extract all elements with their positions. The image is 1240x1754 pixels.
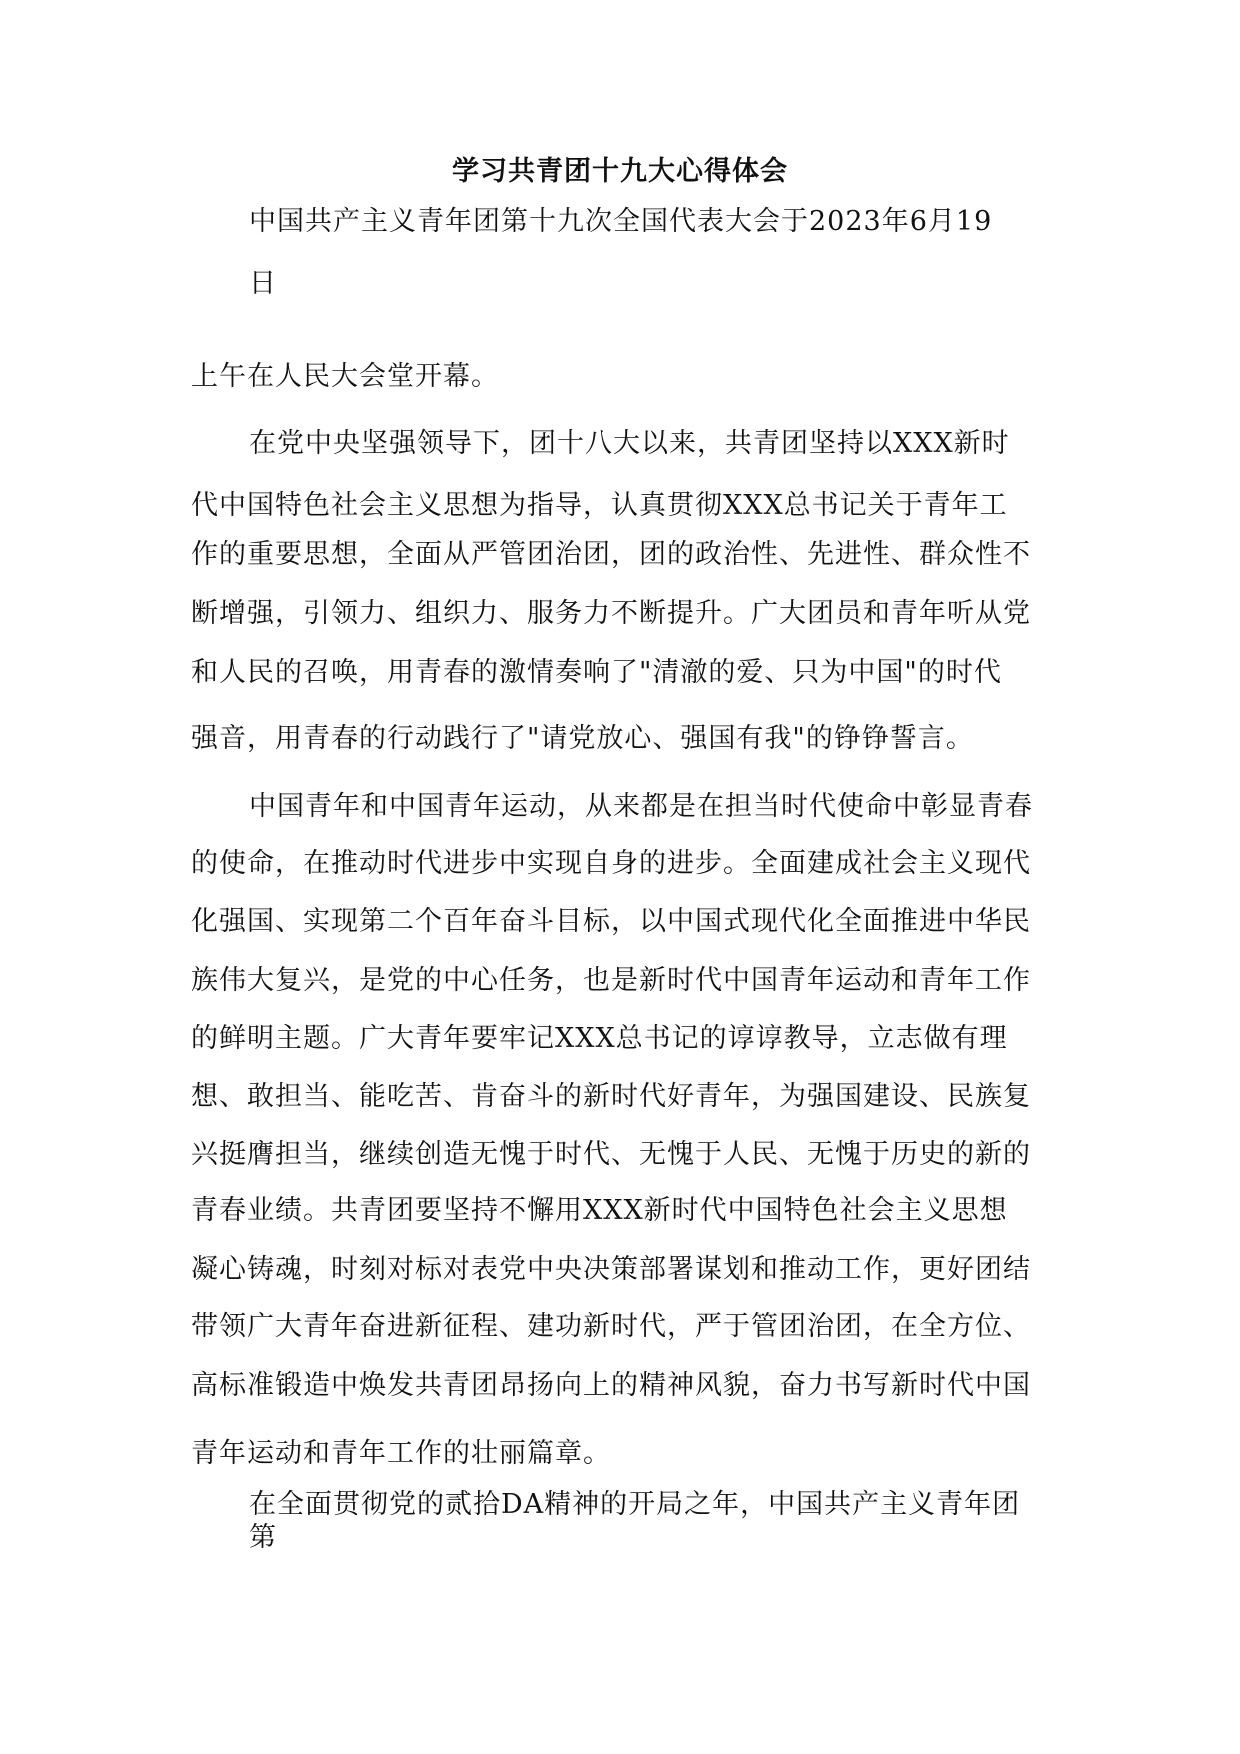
paragraph-2-line-3: 作的重要思想，全面从严管团治团，团的政治性、先进性、群众性不 — [191, 539, 1031, 570]
paragraph-3-line-1: 中国青年和中国青年运动，从来都是在担当时代使命中彰显青春 — [249, 791, 1033, 822]
paragraph-3-line-4: 族伟大复兴，是党的中心任务，也是新时代中国青年运动和青年工作 — [191, 965, 1031, 996]
paragraph-1-line-3: 上午在人民大会堂开幕。 — [191, 361, 499, 392]
document-title: 学习共青团十九大心得体会 — [452, 156, 788, 187]
paragraph-4-line-1: 在全面贯彻党的贰拾DA精神的开局之年，中国共产主义青年团 — [249, 1489, 1021, 1520]
paragraph-4-line-2: 第 — [249, 1522, 277, 1553]
paragraph-3-line-11: 高标准锻造中焕发共青团昂扬向上的精神风貌，奋力书写新时代中国 — [191, 1370, 1031, 1401]
paragraph-3-line-9: 凝心铸魂，时刻对标对表党中央决策部署谋划和推动工作，更好团结 — [191, 1254, 1031, 1285]
paragraph-2-line-4: 断增强，引领力、组织力、服务力不断提升。广大团员和青年听从党 — [191, 598, 1031, 629]
paragraph-3-line-2: 的使命，在推动时代进步中实现自身的进步。全面建成社会主义现代 — [191, 848, 1031, 879]
paragraph-3-line-3: 化强国、实现第二个百年奋斗目标，以中国式现代化全面推进中华民 — [191, 906, 1031, 937]
paragraph-3-line-12: 青年运动和青年工作的壮丽篇章。 — [191, 1438, 611, 1469]
paragraph-2-line-5: 和人民的召唤，用青春的激情奏响了"清澈的爱、只为中国"的时代 — [191, 657, 1002, 688]
paragraph-3-line-10: 带领广大青年奋进新征程、建功新时代，严于管团治团，在全方位、 — [191, 1311, 1031, 1342]
paragraph-3-line-7: 兴挺膺担当，继续创造无愧于时代、无愧于人民、无愧于历史的新的 — [191, 1139, 1031, 1170]
paragraph-3-line-8: 青春业绩。共青团要坚持不懈用XXX新时代中国特色社会主义思想 — [191, 1195, 1008, 1226]
paragraph-3-line-6: 想、敢担当、能吃苦、肯奋斗的新时代好青年，为强国建设、民族复 — [191, 1081, 1031, 1112]
paragraph-3-line-5: 的鲜明主题。广大青年要牢记XXX总书记的谆谆教导，立志做有理 — [191, 1023, 1008, 1054]
paragraph-2-line-2: 代中国特色社会主义思想为指导，认真贯彻XXX总书记关于青年工 — [191, 490, 1008, 521]
paragraph-1-line-1: 中国共产主义青年团第十九次全国代表大会于2023年6月19 — [249, 206, 993, 237]
paragraph-1-line-2: 日 — [249, 268, 277, 299]
paragraph-2-line-6: 强音，用青春的行动践行了"请党放心、强国有我"的铮铮誓言。 — [191, 723, 974, 754]
paragraph-2-line-1: 在党中央坚强领导下，团十八大以来，共青团坚持以XXX新时 — [249, 428, 1010, 459]
